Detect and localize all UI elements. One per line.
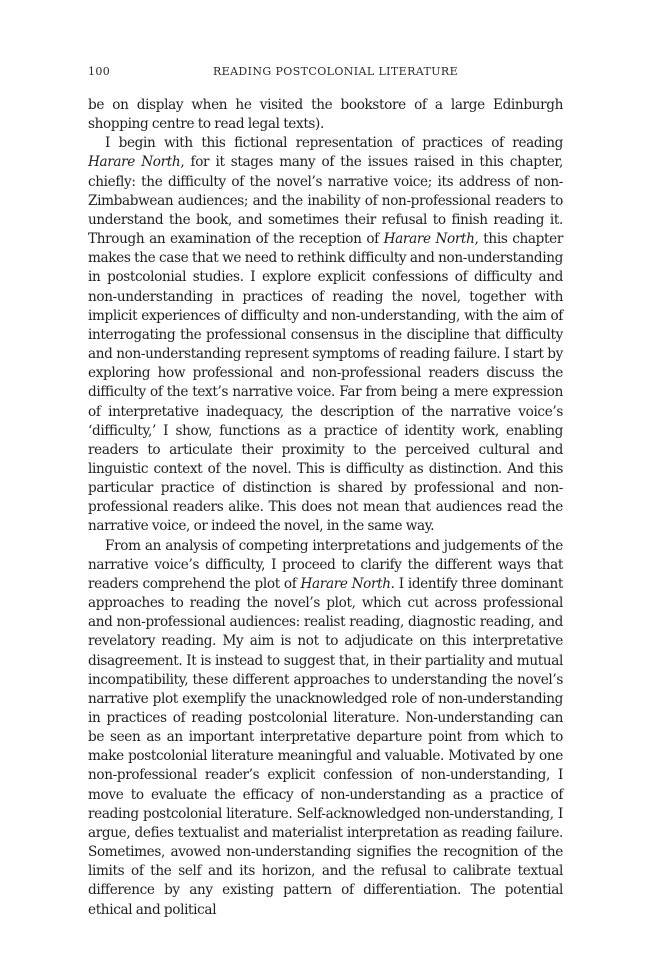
body-text <box>88 96 563 920</box>
running-title: READING POSTCOLONIAL LITERATURE <box>212 65 459 78</box>
text-run: be on display when he visited the bookstore of a large Edinburgh shopping centre to read legal texts). <box>88 97 563 133</box>
text-run: I begin with this fictional representation of practices of reading <box>105 135 563 152</box>
book-title-italic: Harare North <box>88 154 181 171</box>
page-number: 100 <box>88 65 111 78</box>
paragraph-3 <box>88 537 563 920</box>
book-title-italic: Harare North <box>383 231 475 248</box>
text-run: From an analysis of competing interpretations and judgements of the narrative voice’s difficulty, I proceed to clarify the different ways that readers comprehend the plot of <box>88 537 563 592</box>
book-page <box>88 62 563 920</box>
book-title-italic: Harare North <box>300 575 391 592</box>
paragraph-2 <box>88 134 563 536</box>
running-head <box>88 62 563 82</box>
paragraph-1 <box>88 96 563 134</box>
text-run: . I identify three dominant approaches to reading the novel’s plot, which cut across professional and non-professional audiences: realist reading, diagnostic reading, and revelatory reading. My aim is not to adjudicate on this interpretative disagreement. It is instead to suggest that, in their partiality and mutual incompatibility, these different approaches to understanding the novel’s narrative plot exemplify the unacknowledged role of non-understanding in practices of reading postcolonial literature. Non-understanding can be seen as an important interpretative departure point from which to make postcolonial literature meaningful and valuable. Motivated by one non-professional reader’s explicit confession of non-understanding, I move to evaluate the efficacy of non-understanding as a practice of reading postcolonial literature. Self-acknowledged non-understanding, I argue, defies textualist and materialist interpretation as reading failure. Sometimes, avowed non-understanding signifies the recognition of the limits of the self and its horizon, and the refusal to calibrate textual difference by any existing pattern of differentiation. The potential ethical and political <box>88 575 563 918</box>
text-run: , this chapter makes the case that we need to rethink difficulty and non-understanding in postcolonial studies. I explore explicit confessions of difficulty and non-understanding in practices of reading the novel, together with implicit experiences of difficulty and non-understanding, with the aim of interrogating the professional consensus in the discipline that difficulty and non-understanding represent symptoms of reading failure. I start by exploring how professional and non-professional readers discuss the difficulty of the text’s narrative voice. Far from being a mere expression of interpretative inadequacy, the description of the narrative voice’s ‘difficulty,’ I show, functions as a practice of identity work, enabling readers to articulate their proximity to the perceived cultural and linguistic context of the novel. This is difficulty as distinction. And this particular practice of distinction is shared by professional and non-professional readers alike. This does not mean that audiences read the narrative voice, or indeed the novel, in the same way. <box>88 231 563 535</box>
text-run: , for it stages many of the issues raised in this chapter, chiefly: the difficulty of the novel’s narrative voice; its address of non-Zimbabwean audiences; and the inability of non-professional readers to understand the book, and sometimes their refusal to finish reading it. Through an examination of the reception of <box>88 154 564 248</box>
